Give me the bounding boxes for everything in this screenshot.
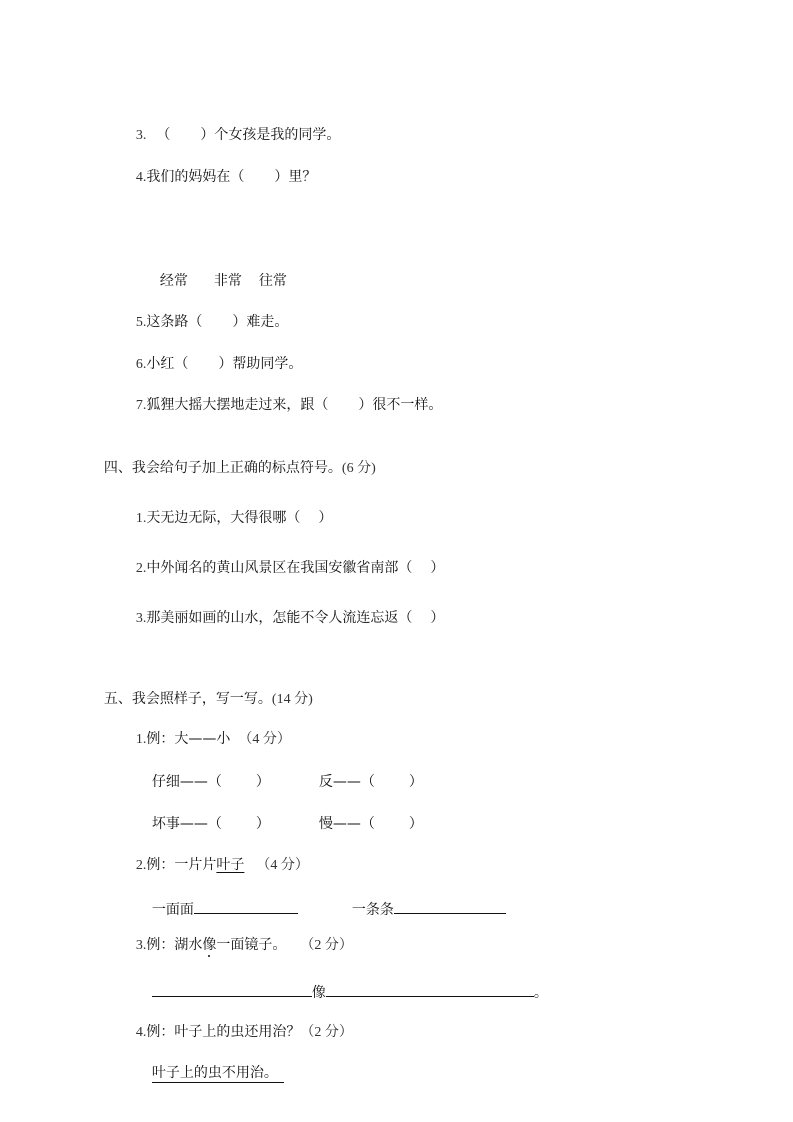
section-title: 五、我会照样子，写一写。: [103, 691, 272, 707]
close-paren: ）: [358, 397, 373, 413]
question-text: 狐狸大摇大摆地走过来，跟: [146, 397, 315, 413]
question-score: （2 分）: [300, 1025, 353, 1040]
question-text: 个女孩是我的同学。: [214, 127, 341, 143]
open-paren: （: [398, 610, 413, 626]
open-paren: （: [188, 314, 203, 330]
answer-underline[interactable]: [326, 981, 534, 997]
question-number: 2.: [135, 858, 147, 873]
close-paren: ）: [200, 127, 215, 143]
word-bank-item: 往常: [258, 273, 287, 289]
question-number: 3.: [135, 611, 147, 626]
example-answer-text: 叶子上的虫不用治。: [152, 1065, 284, 1083]
close-paren: ）: [408, 816, 423, 832]
measure-word-row: [343, 880, 506, 919]
question-3-7: [127, 378, 442, 415]
example-underlined: 叶子: [216, 857, 245, 873]
close-paren: ）: [218, 356, 233, 372]
antonym-pair: [310, 797, 423, 833]
example-label: 例：: [146, 857, 175, 873]
antonym-pair: [143, 755, 270, 791]
close-paren: ）: [255, 816, 270, 832]
section-score: (14 分): [271, 692, 313, 707]
answer-underline[interactable]: [152, 981, 312, 997]
question-text: 中外闻名的黄山风景区在我国安徽省南部: [146, 560, 399, 576]
question-number: 1.: [135, 511, 147, 526]
example-text: 大——小: [174, 731, 231, 747]
example-before: 湖水: [174, 937, 203, 953]
question-5-4: [127, 1005, 353, 1042]
word-bank-item: 非常: [213, 273, 242, 289]
question-number: 4.: [135, 170, 147, 185]
example-label: 例：: [146, 731, 175, 747]
example-answer: [143, 1046, 284, 1083]
close-paren: ）: [318, 510, 333, 526]
end-punct: 。: [533, 985, 548, 1001]
question-score: （4 分）: [238, 732, 291, 747]
question-number: 2.: [135, 561, 147, 576]
question-3-4: [127, 150, 316, 187]
open-paren: （: [398, 560, 413, 576]
measure-word-prompt: 一条条: [351, 902, 394, 918]
open-paren: （: [156, 127, 171, 143]
question-text: 这条路: [146, 314, 189, 330]
question-text: 那美丽如画的山水，怎能不令人流连忘返: [146, 610, 399, 626]
word-bank-item: 经常: [159, 273, 188, 289]
antonym-prompt: 坏事——: [151, 816, 208, 832]
open-paren: （: [314, 397, 329, 413]
example-text: 叶子上的虫还用治？: [174, 1024, 301, 1040]
open-paren: （: [207, 816, 222, 832]
close-paren: ）: [232, 314, 247, 330]
antonym-pair: [310, 755, 423, 791]
question-4-2: [127, 541, 444, 578]
question-score: （2 分）: [300, 938, 353, 953]
antonym-prompt: 慢——: [318, 816, 361, 832]
question-number: 1.: [135, 732, 147, 747]
question-number: 3.: [135, 938, 147, 953]
measure-word-prompt: 一面面: [151, 902, 194, 918]
antonym-pair: [143, 797, 270, 833]
section-title: 四、我会给句子加上正确的标点符号。: [103, 460, 342, 476]
open-paren: （: [207, 774, 222, 790]
close-paren: ）: [430, 610, 445, 626]
section-score: (6 分): [341, 461, 376, 476]
antonym-prompt: 仔细——: [151, 774, 208, 790]
question-score: （4 分）: [256, 858, 309, 873]
open-paren: （: [360, 774, 375, 790]
question-number: 5.: [135, 315, 147, 330]
antonym-prompt: 反——: [318, 774, 361, 790]
question-text: 天无边无际，大得很哪: [146, 510, 287, 526]
close-paren: ）: [274, 169, 289, 185]
section-5-heading: [95, 672, 313, 709]
answer-underline[interactable]: [394, 898, 506, 914]
question-3-3: [127, 108, 340, 145]
question-5-1: [127, 712, 291, 749]
question-3-6: [127, 337, 302, 374]
measure-word-row: [143, 880, 298, 919]
question-4-3: [127, 591, 444, 628]
open-paren: （: [360, 816, 375, 832]
close-paren: ）: [408, 774, 423, 790]
question-5-2: [127, 838, 309, 875]
question-text: 我们的妈妈在: [146, 169, 231, 185]
question-4-1: [127, 491, 332, 528]
close-paren: ）: [430, 560, 445, 576]
simile-answer-row: [143, 963, 548, 1002]
question-text-end: 难走。: [246, 314, 289, 330]
question-text-end: 帮助同学。: [232, 356, 303, 372]
simile-word: 像: [311, 985, 326, 1001]
question-text-end: 里？: [288, 169, 317, 185]
example-prefix: 一片片: [174, 857, 217, 873]
question-number: 4.: [135, 1025, 147, 1040]
example-label: 例：: [146, 1024, 175, 1040]
question-number: 7.: [135, 398, 147, 413]
section-4-heading: [95, 441, 376, 478]
open-paren: （: [174, 356, 189, 372]
example-emphasis: 像: [202, 937, 217, 953]
answer-underline[interactable]: [194, 898, 298, 914]
close-paren: ）: [255, 774, 270, 790]
question-3-5: [127, 295, 288, 332]
example-label: 例：: [146, 937, 175, 953]
question-number: 6.: [135, 357, 147, 372]
question-text-end: 很不一样。: [372, 397, 443, 413]
question-5-3: [127, 918, 353, 955]
open-paren: （: [230, 169, 245, 185]
example-after: 一面镜子。: [216, 937, 287, 953]
word-bank: [151, 254, 287, 290]
question-text: 小红: [146, 356, 175, 372]
question-number: 3.: [135, 128, 147, 143]
open-paren: （: [286, 510, 301, 526]
